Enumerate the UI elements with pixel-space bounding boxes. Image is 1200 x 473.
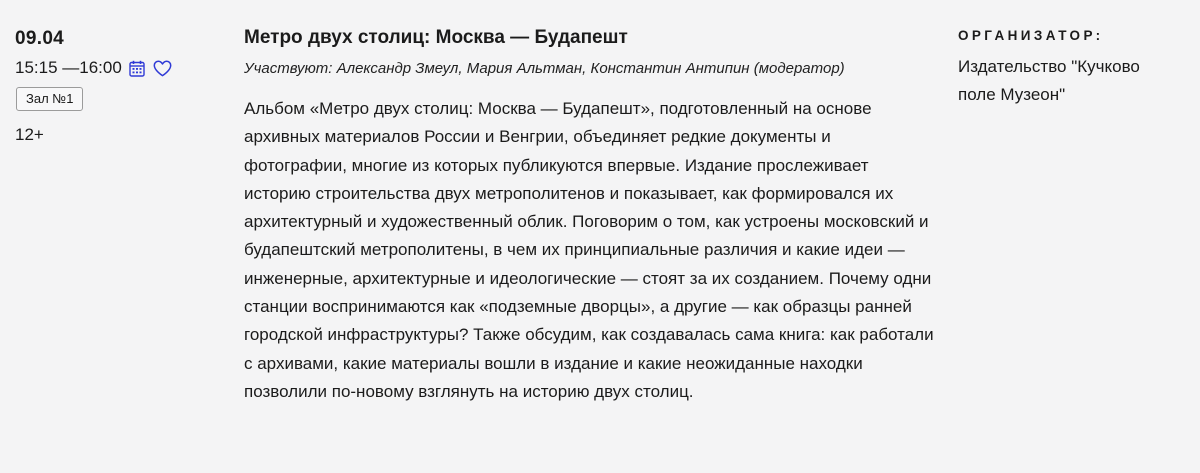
calendar-icon [129, 60, 145, 77]
event-description: Альбом «Метро двух столиц: Москва — Будапешт», подготовленный на основе архивных материалов России и Венгрии, объединяет редкие документы и фотографии, многие из которых публикуются впервые. Издание прослеживает историю строительства двух метрополитенов и показывает, как формировался их архитектурный и художественный облик. Поговорим о том, как устроены московский и будапештский метрополитены, в чем их принципиальные различия и какие идеи — инженерные, архитектурные и идеологические — стоят за их созданием. Почему одни станции воспринимаются как «подземные дворцы», а другие — как образцы ранней городской инфраструктуры? Также обсудим, как создавалась сама книга: как работали с архивами, какие материалы вошли в издание и какие неожиданные находки позволили по-новому взглянуть на историю двух столиц. [244, 99, 934, 401]
heart-icon [153, 60, 172, 77]
event-time: 15:15 —16:00 [15, 58, 122, 77]
add-to-calendar-button[interactable] [128, 59, 146, 77]
hall-badge: Зал №1 [16, 87, 83, 111]
time-row [15, 56, 215, 80]
organizer-label: ОРГАНИЗАТОР: [958, 28, 1104, 43]
organizer-name: Издательство "Кучково поле Музеон" [958, 57, 1140, 104]
event-date: 09.04 [15, 28, 65, 49]
event-meta [15, 27, 215, 146]
age-rating: 12+ [15, 125, 44, 144]
event-title: Метро двух столиц: Москва — Будапешт [244, 27, 628, 48]
event-participants: Участвуют: Александр Змеул, Мария Альтман, Константин Антипин (модератор) [244, 60, 845, 77]
organizer-block [958, 26, 1178, 109]
add-to-favorites-button[interactable] [153, 59, 173, 77]
event-details [244, 26, 944, 406]
